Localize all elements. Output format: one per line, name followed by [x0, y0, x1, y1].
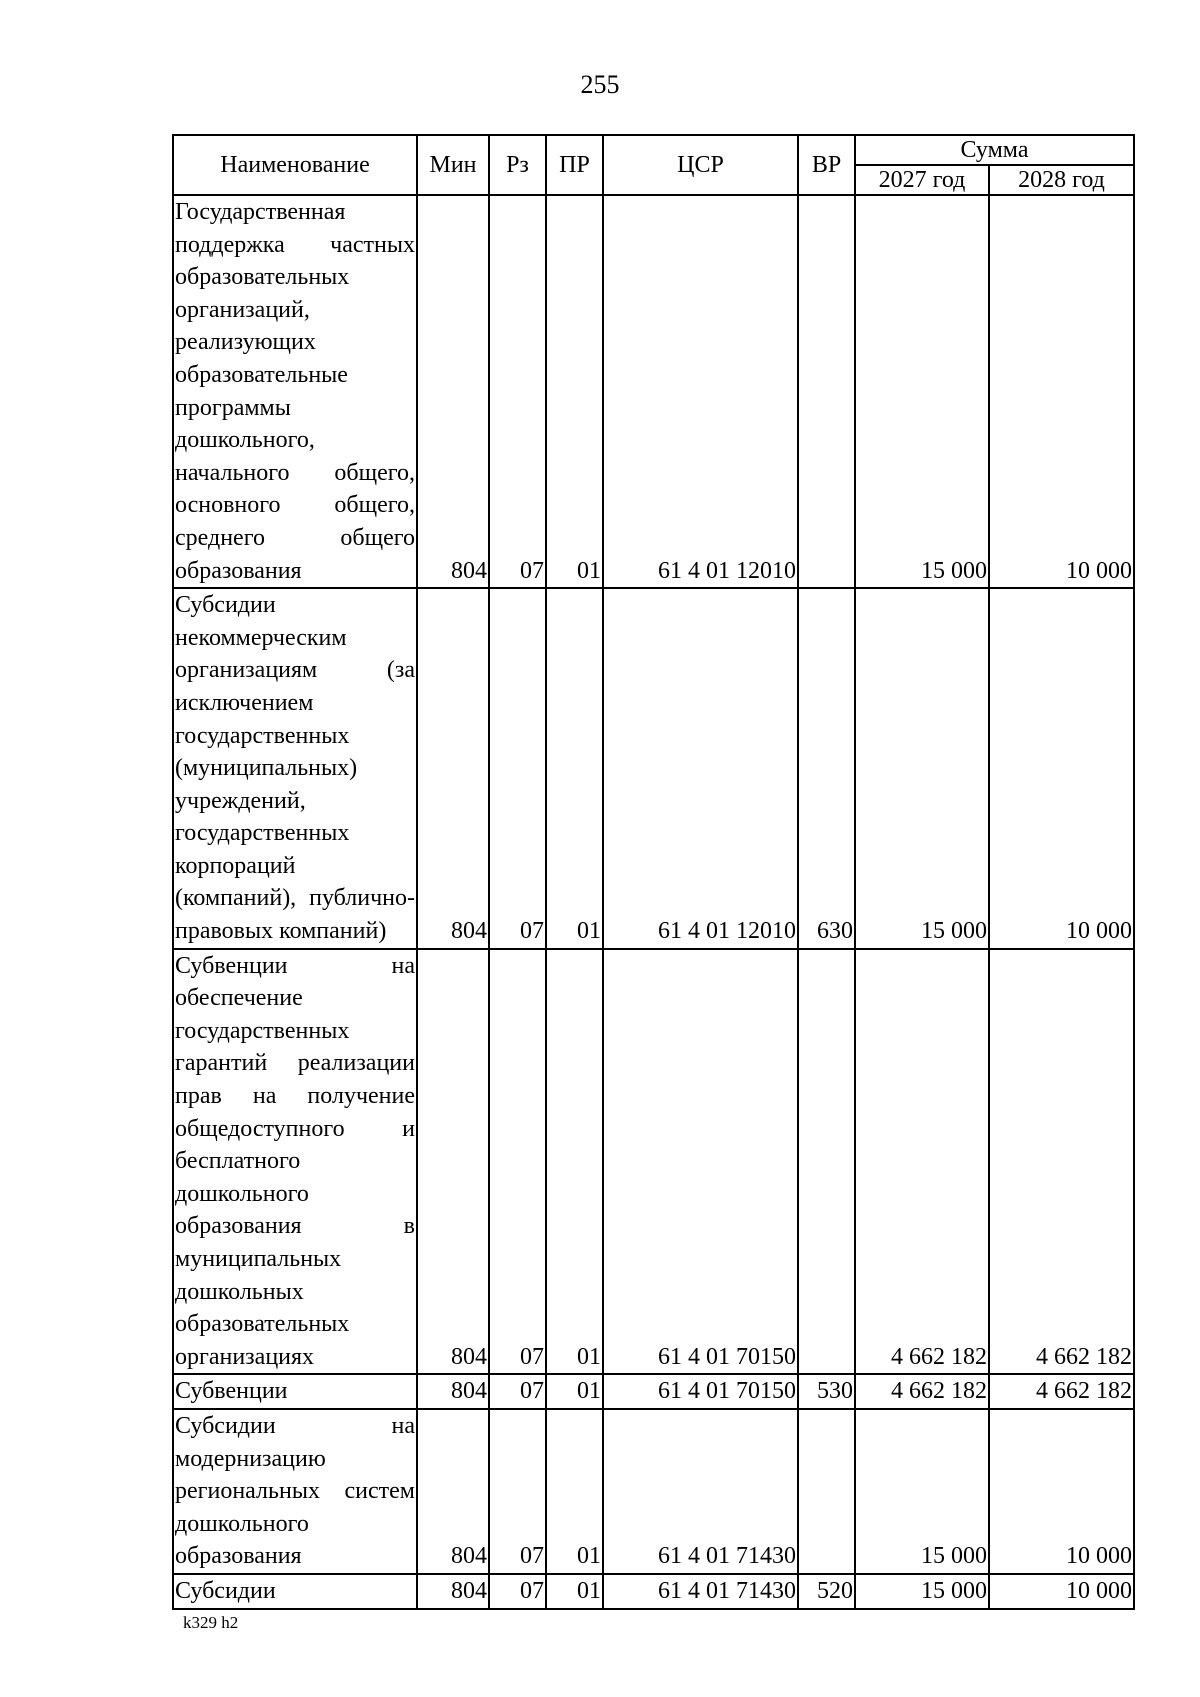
row-rz: 07 — [489, 1574, 546, 1609]
row-pr: 01 — [546, 588, 603, 949]
header-csr: ЦСР — [603, 135, 798, 195]
table-row — [173, 195, 1134, 588]
row-vr — [798, 195, 855, 588]
row-min: 804 — [417, 1574, 489, 1609]
row-csr: 61 4 01 70150 — [603, 949, 798, 1375]
row-rz: 07 — [489, 588, 546, 949]
row-pr: 01 — [546, 949, 603, 1375]
row-min: 804 — [417, 195, 489, 588]
table-row — [173, 1409, 1134, 1574]
header-rz: Рз — [489, 135, 546, 195]
row-amount-2028: 4 662 182 — [989, 1374, 1134, 1409]
row-amount-2028: 10 000 — [989, 588, 1134, 949]
row-rz: 07 — [489, 1374, 546, 1409]
row-csr: 61 4 01 71430 — [603, 1409, 798, 1574]
page-number: 255 — [580, 70, 620, 99]
row-csr: 61 4 01 71430 — [603, 1574, 798, 1609]
row-name: Субсидии некоммерческим организациям (за исключением государственных (муниципальных) учреждений, государственных корпораций (компаний), публично-правовых компаний) — [173, 588, 417, 949]
row-amount-2027: 15 000 — [855, 1409, 989, 1574]
row-pr: 01 — [546, 1409, 603, 1574]
row-rz: 07 — [489, 195, 546, 588]
row-name: Субсидии — [173, 1574, 417, 1609]
table-row — [173, 1374, 1134, 1409]
row-min: 804 — [417, 1374, 489, 1409]
row-rz: 07 — [489, 1409, 546, 1574]
row-pr: 01 — [546, 1374, 603, 1409]
row-min: 804 — [417, 949, 489, 1375]
row-vr: 520 — [798, 1574, 855, 1609]
row-vr: 630 — [798, 588, 855, 949]
row-rz: 07 — [489, 949, 546, 1375]
row-pr: 01 — [546, 1574, 603, 1609]
header-row — [173, 135, 1134, 165]
row-name: Субвенции — [173, 1374, 417, 1409]
table-row — [173, 588, 1134, 949]
row-vr — [798, 949, 855, 1375]
row-min: 804 — [417, 588, 489, 949]
row-vr — [798, 1409, 855, 1574]
row-amount-2028: 10 000 — [989, 195, 1134, 588]
row-amount-2027: 15 000 — [855, 588, 989, 949]
row-name: Государственная поддержка частных образовательных организаций, реализующих образовательные программы дошкольного, начального общего, основного общего, среднего общего образования — [173, 195, 417, 588]
row-amount-2027: 15 000 — [855, 195, 989, 588]
row-amount-2027: 15 000 — [855, 1574, 989, 1609]
table-row — [173, 949, 1134, 1375]
table-row — [173, 1574, 1134, 1609]
row-csr: 61 4 01 12010 — [603, 195, 798, 588]
row-amount-2027: 4 662 182 — [855, 1374, 989, 1409]
header-vr: ВР — [798, 135, 855, 195]
budget-table — [172, 134, 1135, 1610]
row-pr: 01 — [546, 195, 603, 588]
header-min: Мин — [417, 135, 489, 195]
row-csr: 61 4 01 70150 — [603, 1374, 798, 1409]
footer-document-code: k329 h2 — [183, 1613, 239, 1632]
row-name: Субсидии на модернизацию региональных систем дошкольного образования — [173, 1409, 417, 1574]
header-pr: ПР — [546, 135, 603, 195]
header-sum: Сумма — [855, 135, 1134, 165]
row-amount-2028: 10 000 — [989, 1409, 1134, 1574]
row-amount-2028: 10 000 — [989, 1574, 1134, 1609]
header-name: Наименование — [173, 135, 417, 195]
row-name: Субвенции на обеспечение государственных гарантий реализации прав на получение общедоступного и бесплатного дошкольного образования в муниципальных дошкольных образовательных организациях — [173, 949, 417, 1375]
row-amount-2027: 4 662 182 — [855, 949, 989, 1375]
row-csr: 61 4 01 12010 — [603, 588, 798, 949]
row-min: 804 — [417, 1409, 489, 1574]
header-year-2028: 2028 год — [989, 165, 1134, 195]
row-vr: 530 — [798, 1374, 855, 1409]
header-year-2027: 2027 год — [855, 165, 989, 195]
row-amount-2028: 4 662 182 — [989, 949, 1134, 1375]
